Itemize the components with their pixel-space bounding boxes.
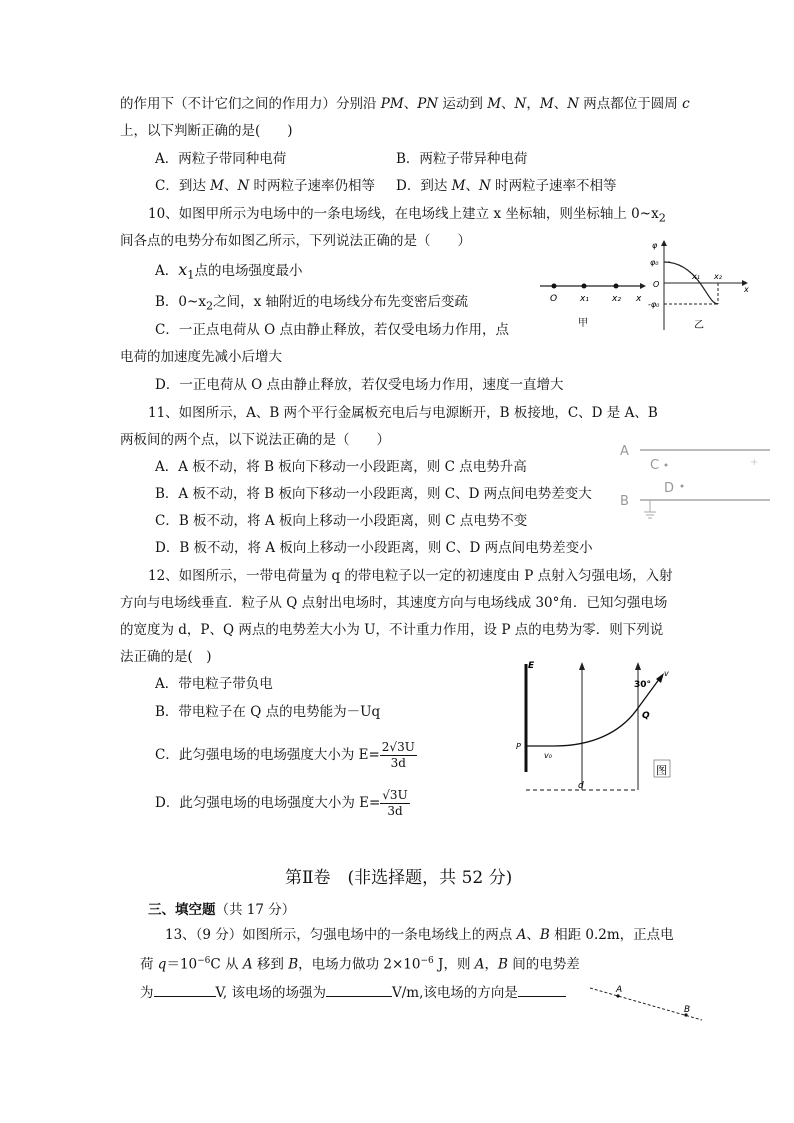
text: 点的电场强度最小 — [194, 263, 303, 279]
q12-stem-line3: 的宽度为 d，P、Q 两点的电势差大小为 U，不计重力作用，设 P 点的电势为零．则下列说 — [120, 622, 664, 638]
text: J，则 — [433, 956, 475, 973]
point-C — [665, 464, 668, 467]
label-x1: x₁ — [692, 272, 700, 281]
text: B．0~x — [155, 294, 206, 310]
q9-option-c — [155, 176, 375, 196]
answer-blank-direction[interactable] — [518, 982, 566, 997]
text: D．此匀强电场的电场强度大小为 E= — [155, 795, 381, 811]
label-O: O — [653, 280, 660, 289]
text: 间的电势差 — [507, 956, 580, 973]
q12-option-c — [155, 738, 417, 772]
axis-arrow — [640, 283, 646, 289]
label-phi: φ — [652, 241, 658, 250]
label-B: B — [620, 494, 629, 509]
var-x: x — [178, 260, 188, 279]
q11-stem-line1: 11、如图所示，A、B 两个平行金属板充电后与电源断开，B 板接地，C、D 是 A、B — [148, 405, 658, 421]
label-N: N — [237, 178, 250, 194]
text: 相距 0.2m，正点电 — [549, 927, 674, 943]
section-title: 三、填空题 — [148, 902, 216, 918]
numerator: √3U — [382, 788, 408, 802]
q12-stem-line1: 12、如图所示，一带电荷量为 q 的带电粒子以一定的初速度由 P 点射入匀强电场，入射 — [148, 568, 673, 584]
label-B: B — [684, 1005, 691, 1015]
label-PN: PN — [417, 96, 439, 112]
q9-option-d — [396, 176, 617, 196]
label-v0: v₀ — [544, 751, 552, 760]
q13-line2 — [140, 951, 580, 975]
label-Q: Q — [642, 711, 650, 721]
q9-option-b: B．两粒子带异种电荷 — [396, 151, 528, 167]
text: C 从 — [210, 956, 243, 973]
label-N: N — [478, 178, 491, 194]
q13-line3 — [140, 982, 566, 1003]
q10-option-c-line2: 电荷的加速度先减小后增大 — [120, 349, 282, 365]
label-A: A — [474, 956, 485, 973]
fraction — [380, 788, 409, 819]
numerator: 2√3U — [381, 740, 415, 754]
text: D．到达 — [396, 178, 452, 194]
text: 、 — [465, 178, 479, 194]
var-q: q — [157, 956, 167, 973]
label-P: P — [516, 742, 521, 751]
text: ， — [526, 96, 540, 112]
field-arrow — [579, 662, 585, 670]
text: V, 该电场的场强为 — [215, 985, 326, 1001]
answer-blank-field[interactable] — [326, 982, 392, 997]
label-A: A — [242, 956, 253, 973]
q11-option-c: C．B 板不动，将 A 板向上移动一小段距离，则 C 点电势不变 — [155, 513, 528, 529]
label-angle: 30° — [634, 680, 652, 690]
text: A． — [155, 263, 179, 279]
q12-option-d — [155, 786, 410, 820]
text: 的作用下（不计它们之间的作用力）分别沿 — [120, 96, 381, 112]
q11-option-b: B．A 板不动，将 B 板向下移动一小段距离，则 C、D 两点间电势差变大 — [155, 486, 592, 502]
plus-mark: + — [750, 457, 759, 468]
q13-line1 — [165, 925, 674, 945]
q10-option-c-line1: C．一正点电荷从 O 点由静止释放，若仅受电场力作用，点 — [155, 322, 509, 338]
part-ii-title: 第Ⅱ卷 (非选择题，共 52 分) — [285, 868, 513, 888]
text: 13、（9 分）如图所示，匀强电场中的一条电场线上的两点 — [165, 927, 517, 943]
label-N: N — [514, 96, 527, 112]
text: 、 — [501, 96, 515, 112]
text: ，电场力做功 2×10 — [298, 956, 421, 973]
caption-yi: 乙 — [694, 320, 704, 331]
label-E: E — [528, 661, 535, 671]
label-B: B — [539, 927, 550, 943]
label-D: D — [664, 481, 675, 496]
q12-option-b: B．带电粒子在 Q 点的电势能为－Uq — [155, 704, 381, 720]
text: V/m,该电场的方向是 — [391, 985, 518, 1001]
section-fill-in-heading — [148, 900, 295, 920]
q12-figure — [510, 656, 690, 801]
label-PM: PM — [380, 96, 404, 112]
text: 时两粒子速率仍相等 — [249, 178, 376, 194]
label-phi0: φ₀ — [650, 258, 659, 267]
q10-option-d: D．一正电荷从 O 点由静止释放，若仅受电场力作用，速度一直增大 — [155, 377, 564, 393]
q10-stem-line2: 间各点的电势分布如图乙所示，下列说法正确的是（ ） — [120, 233, 471, 249]
label-c: c — [682, 96, 690, 112]
caption-jia: 甲 — [578, 318, 588, 329]
subscript: 2 — [658, 211, 666, 225]
label-M: M — [210, 178, 224, 194]
label-O: O — [550, 294, 558, 304]
label-d: d — [578, 781, 584, 791]
q12-stem-line4: 法正确的是( ) — [120, 649, 212, 665]
text: 两点都位于圆周 — [579, 96, 683, 112]
text: 、 — [526, 927, 540, 943]
section-note: （共 17 分） — [215, 902, 296, 918]
text: 运动到 — [438, 96, 488, 112]
q12-option-a: A．带电粒子带负电 — [155, 676, 273, 692]
q10-option-b — [155, 292, 468, 317]
phi-axis-arrow — [661, 240, 667, 246]
point-x1 — [582, 284, 587, 289]
q12-stem-line2: 方向与电场线垂直．粒子从 Q 点射出电场时，其速度方向与电场线成 30°角．已知匀强电场 — [120, 595, 668, 611]
exponent: −6 — [197, 956, 211, 966]
field-arrow — [635, 662, 641, 670]
q10-figure-jia — [536, 272, 646, 332]
q9-line2: 上，以下判断正确的是( ) — [120, 123, 293, 139]
text: 为 — [140, 985, 154, 1001]
text: 、 — [553, 96, 568, 112]
label-B: B — [498, 956, 508, 973]
text: 时两粒子速率不相等 — [490, 178, 617, 194]
label-C: C — [650, 458, 660, 473]
denominator: 3d — [387, 804, 403, 818]
subscript: 2 — [205, 299, 214, 313]
answer-blank-voltage[interactable] — [154, 982, 216, 997]
figure-tag: 图 — [656, 764, 667, 777]
label-B: B — [288, 956, 299, 973]
label-x: x — [744, 285, 749, 294]
text: 荷 — [140, 956, 158, 973]
label-x1: x₁ — [580, 294, 589, 304]
exponent: −6 — [420, 956, 434, 966]
label-x2: x₂ — [714, 272, 722, 281]
text: 之间，x 轴附近的电场线分布先变密后变疏 — [213, 294, 469, 310]
label-x: x — [636, 294, 642, 304]
label-M: M — [451, 178, 466, 194]
label-A: A — [616, 985, 623, 995]
text: 、 — [223, 178, 238, 194]
q11-option-a: A．A 板不动，将 B 板向下移动一小段距离，则 C 点电势升高 — [155, 459, 527, 475]
label-A: A — [620, 444, 629, 459]
q13-figure — [586, 982, 706, 1026]
text: ， — [484, 956, 499, 973]
label-A: A — [516, 927, 527, 943]
label-M: M — [539, 96, 554, 112]
q9-line1 — [120, 94, 690, 114]
text: ＝10 — [166, 956, 198, 973]
q10-stem-line1 — [148, 204, 666, 229]
q10-figure-yi — [648, 238, 758, 333]
point-D — [681, 485, 684, 488]
label-v: v — [664, 669, 669, 678]
denominator: 3d — [390, 756, 406, 770]
q11-stem-line2: 两板间的两个点，以下说法正确的是（ ） — [120, 432, 390, 448]
subscript: 1 — [187, 268, 195, 282]
q10-option-a — [155, 260, 302, 286]
point-x2 — [614, 284, 619, 289]
label-M: M — [487, 96, 502, 112]
text: C．此匀强电场的电场强度大小为 E= — [155, 747, 380, 763]
point-O — [552, 284, 557, 289]
q11-option-d: D．B 板不动，将 A 板向上移动一小段距离，则 C、D 两点间电势差变小 — [155, 540, 593, 556]
fraction — [380, 740, 417, 771]
label-N: N — [567, 96, 579, 112]
label-neg-phi0: -φ₀ — [648, 300, 660, 309]
text: 、 — [403, 96, 418, 112]
text: C．到达 — [155, 178, 211, 194]
q9-option-a: A．两粒子带同种电荷 — [155, 151, 287, 167]
text: 10、如图甲所示为电场中的一条电场线，在电场线上建立 x 坐标轴，则坐标轴上 0~x — [148, 206, 659, 222]
text: 移到 — [252, 956, 289, 973]
label-x2: x₂ — [612, 294, 621, 304]
q11-figure — [612, 438, 772, 528]
